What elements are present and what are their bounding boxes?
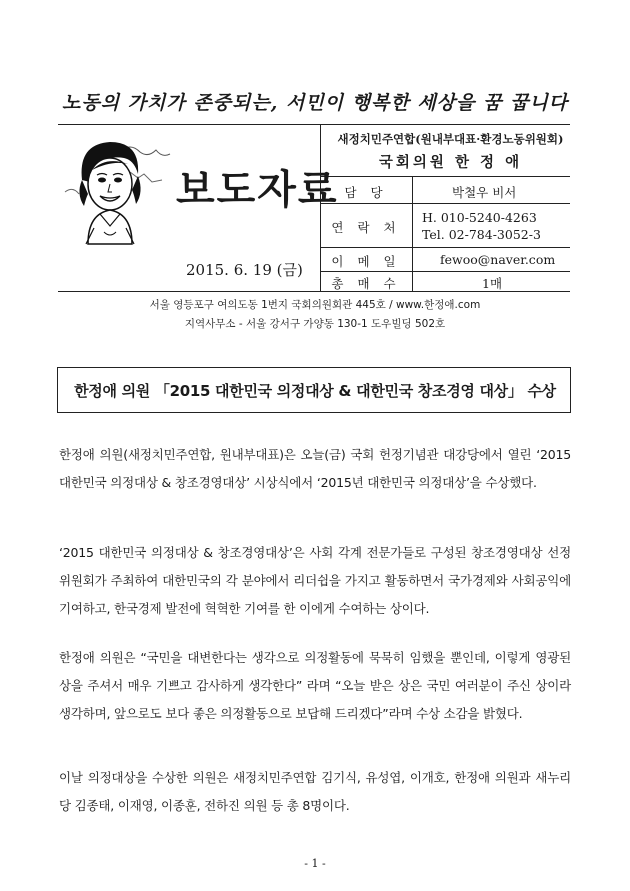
email-label: 이 메 일 xyxy=(331,254,401,269)
pages-label: 총 매 수 xyxy=(331,276,401,291)
body-paragraph-3: 한정애 의원은 “국민을 대변한다는 생각으로 의정활동에 묵묵히 임했을 뿐인데, 이렇게 영광된 상을 주셔서 매우 기쁘고 감사하게 생각한다” 라며 “오늘 받은 상은 국민 여러분이 주신 상이라 생각하며, 앞으로도 보다 좋은 의정활동으로 보답해 드리겠다”라며 수상 소감을 밝혔다. xyxy=(59,650,571,721)
phone-label: 연 락 처 xyxy=(331,220,401,235)
headline-box xyxy=(57,367,571,413)
press-release-title: 보도자료 xyxy=(176,167,339,213)
body-paragraph-2: ‘2015 대한민국 의정대상 & 창조경영대상’은 사회 각계 전문가들로 구성된 창조경영대상 선정위원회가 주최하여 대한민국의 각 분야에서 리더쉽을 가지고 활동하면서 국가경제와 사회공익에 기여하고, 한국경제 발전에 혁혁한 기여를 한 이에게 수여하는 상이다. xyxy=(59,545,571,616)
manager-label: 담 당 xyxy=(344,185,388,200)
pages-value: 1매 xyxy=(482,276,503,291)
page-number: - 1 - xyxy=(304,857,326,870)
phone-office: Tel. 02-784-3052-3 xyxy=(422,227,541,242)
regional-office-address: 지역사무소 - 서울 강서구 가양동 130-1 도우빌딩 502호 xyxy=(184,318,446,330)
phone-mobile: H. 010-5240-4263 xyxy=(422,210,537,225)
party-affiliation: 새정치민주연합(원내부대표·환경노동위원회) xyxy=(337,132,564,146)
email-value: fewoo@naver.com xyxy=(440,252,556,267)
body-paragraph-4: 이날 의정대상을 수상한 의원은 새정치민주연합 김기식, 유성엽, 이개호, 한정애 의원과 새누리당 김종태, 이재영, 이종훈, 전하진 의원 등 총 8명이다. xyxy=(59,770,571,813)
office-address: 서울 영등포구 여의도동 1번지 국회의원회관 445호 / www.한정애.com xyxy=(149,299,481,311)
member-name: 국회의원 한 정 애 xyxy=(378,154,523,171)
body-paragraph-1: 한정애 의원(새정치민주연합, 원내부대표)은 오늘(금) 국회 헌정기념관 대강당에서 열린 ‘2015 대한민국 의정대상 & 창조경영대상’ 시상식에서 ‘2015년 대한민국 의정대상’을 수상했다. xyxy=(59,447,571,490)
member-caricature-image xyxy=(60,132,172,252)
release-date: 2015. 6. 19 (금) xyxy=(186,261,303,279)
manager-value: 박철우 비서 xyxy=(452,185,517,200)
slogan: 노동의 가치가 존중되는, 서민이 행복한 세상을 꿈 꿉니다 xyxy=(61,92,569,114)
headline: 한정애 의원 「2015 대한민국 의정대상 & 대한민국 창조경영 대상」 수상 xyxy=(74,382,556,400)
